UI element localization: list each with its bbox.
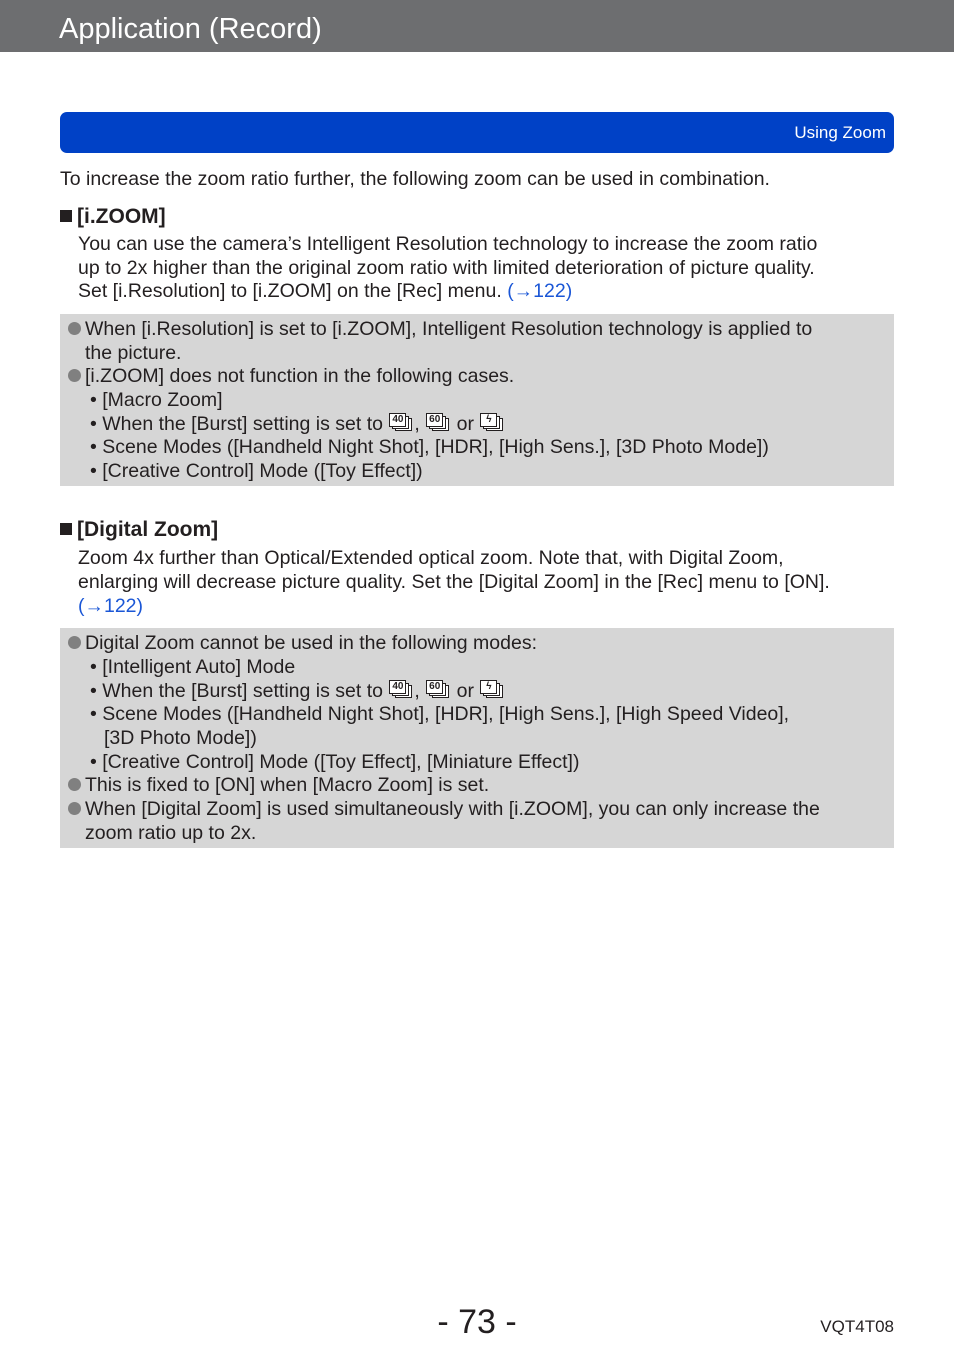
square-bullet-icon <box>60 210 72 222</box>
bullet-dot-icon <box>68 369 81 382</box>
izoom-note-2-text: [i.ZOOM] does not function in the following cases. <box>85 365 515 387</box>
digital-body-line-2: enlarging will decrease picture quality. Set the [Digital Zoom] in the [Rec] menu to [ON]. <box>78 571 830 593</box>
izoom-body-line-3 <box>78 279 572 303</box>
digital-note-2 <box>68 773 489 797</box>
digital-sub-4: • [Creative Control] Mode ([Toy Effect], [Miniature Effect]) <box>90 751 580 773</box>
digital-note-2-text: This is fixed to [ON] when [Macro Zoom] is set. <box>85 774 490 796</box>
bullet-dot-icon <box>68 636 81 649</box>
izoom-page-link[interactable]: (→122) <box>507 280 573 302</box>
digital-sub-2-text: • When the [Burst] setting is set to <box>90 680 389 702</box>
digital-note-3-text: When [Digital Zoom] is used simultaneously with [i.ZOOM], you can only increase the <box>85 798 820 820</box>
bullet-dot-icon <box>68 802 81 815</box>
izoom-body-text: Set [i.Resolution] to [i.ZOOM] on the [Rec] menu. <box>78 280 508 302</box>
digital-sub-3-cont: [3D Photo Mode]) <box>104 727 257 749</box>
digital-note-3-cont: zoom ratio up to 2x. <box>85 822 257 844</box>
digital-sub-1: • [Intelligent Auto] Mode <box>90 656 296 678</box>
digital-heading-text: [Digital Zoom] <box>77 518 219 541</box>
digital-heading <box>60 517 218 543</box>
izoom-sub-2-text: • When the [Burst] setting is set to <box>90 413 389 435</box>
burst-40-icon: 40 <box>388 680 414 700</box>
burst-60-icon: 60 <box>425 680 451 700</box>
izoom-heading-text: [i.ZOOM] <box>77 205 166 228</box>
bullet-dot-icon <box>68 322 81 335</box>
burst-flash-icon: ϟ <box>479 680 505 700</box>
izoom-sub-1: • [Macro Zoom] <box>90 389 223 411</box>
page-number: - 73 - <box>437 1303 517 1341</box>
izoom-body-line-1: You can use the camera’s Intelligent Resolution technology to increase the zoom ratio <box>78 233 818 255</box>
intro-text: To increase the zoom ratio further, the following zoom can be used in combination. <box>60 168 770 190</box>
burst-flash-icon: ϟ <box>479 413 505 433</box>
document-code: VQT4T08 <box>820 1317 894 1336</box>
izoom-heading <box>60 204 166 230</box>
izoom-note-1-cont: the picture. <box>85 342 182 364</box>
bullet-dot-icon <box>68 778 81 791</box>
digital-sub-3: • Scene Modes ([Handheld Night Shot], [HDR], [High Sens.], [High Speed Video], <box>90 703 790 725</box>
digital-sub-2: • When the [Burst] setting is set to 40 , 60 or ϟ <box>90 679 505 703</box>
izoom-sub-4: • [Creative Control] Mode ([Toy Effect]) <box>90 460 423 482</box>
section-banner <box>60 112 894 153</box>
izoom-sub-2: • When the [Burst] setting is set to 40 , 60 or ϟ <box>90 412 505 436</box>
izoom-body-line-2: up to 2x higher than the original zoom ratio with limited deterioration of picture quality. <box>78 257 815 279</box>
izoom-note-2 <box>68 364 514 388</box>
page-header-title: Application (Record) <box>59 13 322 45</box>
digital-page-link[interactable]: (→122) <box>78 595 144 617</box>
izoom-sub-3: • Scene Modes ([Handheld Night Shot], [HDR], [High Sens.], [3D Photo Mode]) <box>90 436 769 458</box>
burst-40-icon: 40 <box>388 413 414 433</box>
izoom-note-1 <box>68 317 812 341</box>
digital-note-1 <box>68 631 537 655</box>
digital-body-line-1: Zoom 4x further than Optical/Extended optical zoom. Note that, with Digital Zoom, <box>78 547 784 569</box>
burst-60-icon: 60 <box>425 413 451 433</box>
page-header <box>0 0 954 52</box>
digital-note-3 <box>68 797 820 821</box>
section-label: Using Zoom <box>794 123 886 142</box>
square-bullet-icon <box>60 523 72 535</box>
digital-note-1-text: Digital Zoom cannot be used in the following modes: <box>85 632 538 654</box>
izoom-note-1-text: When [i.Resolution] is set to [i.ZOOM], Intelligent Resolution technology is applied to <box>85 318 813 340</box>
